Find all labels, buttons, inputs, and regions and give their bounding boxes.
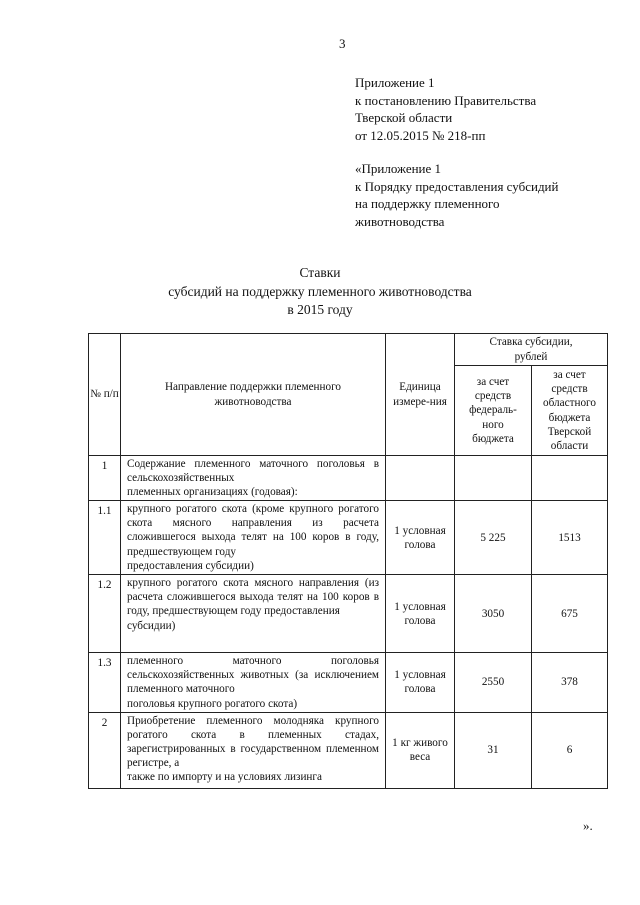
appendix-2-line: животноводства [355, 213, 445, 229]
row-regional: 378 [532, 653, 608, 712]
row-num: 2 [89, 712, 121, 788]
table-row [89, 501, 608, 575]
appendix-1-line: к постановлению Правительства [355, 92, 537, 108]
row-regional: 6 [532, 712, 608, 788]
row-unit: 1 условная голова [386, 501, 455, 575]
direction-text-last: субсидии) [127, 619, 176, 632]
closing-quote: ». [583, 818, 593, 833]
header-direction: Направление поддержки племенного животноводства [121, 334, 386, 456]
title-line-3: в 2015 году [287, 302, 353, 317]
row-direction [121, 501, 386, 575]
document-title [60, 264, 580, 320]
table-row [89, 575, 608, 653]
direction-text-last: поголовья крупного рогатого скота) [127, 697, 298, 710]
table-row [89, 653, 608, 712]
row-unit: 1 кг живого веса [386, 712, 455, 788]
row-unit [386, 456, 455, 501]
row-num: 1 [89, 456, 121, 501]
row-unit: 1 условная голова [386, 575, 455, 653]
title-line-2: субсидий на поддержку племенного животноводства [168, 283, 472, 299]
header-num: № п/п [89, 334, 121, 456]
direction-text-last: племенных организациях (годовая): [127, 486, 298, 499]
header-regional: за счет средств областного бюджета Тверской области [532, 366, 608, 456]
row-direction [121, 712, 386, 788]
row-federal: 2550 [455, 653, 532, 712]
row-regional: 1513 [532, 501, 608, 575]
row-federal: 5 225 [455, 501, 532, 575]
direction-text-last: предоставления субсидии) [127, 559, 254, 572]
appendix-1-line: Тверской области [355, 110, 453, 125]
row-federal: 31 [455, 712, 532, 788]
direction-text: крупного рогатого скота мясного направления (из расчета сложившегося выхода телят на 100 коров в году, предшествующем году предоставления [127, 577, 379, 618]
appendix-2-line: «Приложение 1 [355, 161, 442, 176]
row-direction [121, 653, 386, 712]
appendix-2-header [355, 160, 558, 230]
table-row [89, 456, 608, 501]
appendix-1-line: от 12.05.2015 № 218-пп [355, 127, 486, 143]
header-federal: за счет средств федераль-ного бюджета [455, 366, 532, 456]
direction-text: племенного маточного поголовья сельскохозяйственных животных (за исключением племенного маточного [127, 655, 379, 696]
appendix-2-line: на поддержку племенного [355, 196, 500, 211]
direction-text-last: также по импорту и на условиях лизинга [127, 771, 322, 784]
subsidy-rates-table [88, 333, 608, 789]
row-num: 1.3 [89, 653, 121, 712]
page-number: 3 [339, 36, 346, 51]
appendix-2-line: к Порядку предоставления субсидий [355, 178, 559, 194]
header-rate-group: Ставка субсидии, рублей [455, 334, 608, 366]
appendix-1-line: Приложение 1 [355, 75, 435, 90]
row-regional [532, 456, 608, 501]
row-direction [121, 456, 386, 501]
row-regional: 675 [532, 575, 608, 653]
row-unit: 1 условная голова [386, 653, 455, 712]
row-num: 1.2 [89, 575, 121, 653]
appendix-1-header [355, 74, 536, 144]
row-federal: 3050 [455, 575, 532, 653]
direction-text: Приобретение племенного молодняка крупного рогатого скота в племенных стадах, зарегистрированных в государственном племенном регистре, а [127, 714, 379, 769]
direction-text: крупного рогатого скота (кроме крупного рогатого скота мясного направления из расчета сложившегося выхода телят на 100 коров в году, предшествующем году [127, 503, 379, 558]
row-direction [121, 575, 386, 653]
direction-text: Содержание племенного маточного поголовья в сельскохозяйственных [127, 458, 379, 485]
header-unit: Единица измере-ния [386, 334, 455, 456]
row-num: 1.1 [89, 501, 121, 575]
table-row [89, 712, 608, 788]
title-line-1: Ставки [299, 265, 341, 280]
row-federal [455, 456, 532, 501]
